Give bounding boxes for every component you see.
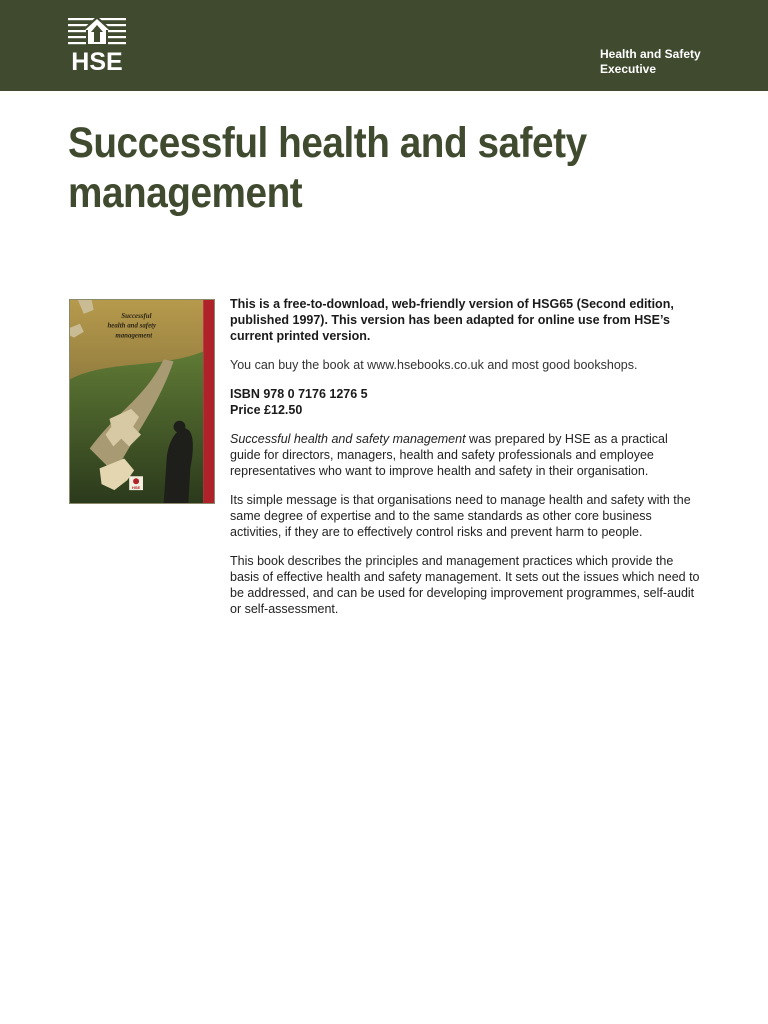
price-text: Price £12.50 — [230, 403, 303, 417]
paragraph-purpose-rest: was prepared by HSE as a practical guide for directors, managers, health and safety professionals and employee representatives who want to improve health and safety in their organisation. — [230, 432, 668, 478]
organisation-name — [600, 47, 750, 77]
org-name-line2: Executive — [600, 62, 657, 76]
org-name-line1: Health and Safety — [600, 47, 701, 61]
isbn-price — [230, 386, 700, 418]
hse-logo-text: HSE — [71, 48, 123, 76]
isbn-text: ISBN 978 0 7176 1276 5 — [230, 387, 368, 401]
buy-paragraph: You can buy the book at www.hsebooks.co.uk and most good bookshops. — [230, 358, 638, 372]
paragraph-message: Its simple message is that organisations need to manage health and safety with the same degree of expertise and to the same standards as other core business activities, if they are to effectively control risks and prevent harm to people. — [230, 493, 691, 539]
cover-title-line1: Successful — [121, 312, 152, 320]
title-line2: management — [68, 169, 303, 217]
document-title — [68, 118, 644, 218]
paragraph-principles: This book describes the principles and management practices which provide the basis of effective health and safety management. It sets out the issues which need to be addressed, and can be used for developing improvement programmes, self-audit or self-assessment. — [230, 554, 700, 616]
cover-title-line3: management — [115, 332, 153, 340]
description-body — [230, 296, 700, 630]
cover-title-line2: health and safety — [107, 322, 157, 330]
book-cover-image — [69, 299, 215, 504]
intro-paragraph: This is a free-to-download, web-friendly version of HSG65 (Second edition, published 1997). This version has been adapted for online use from HSE’s current printed version. — [230, 297, 674, 343]
title-line1: Successful health and safety — [68, 119, 587, 167]
paragraph-purpose — [230, 431, 700, 479]
cover-badge-text: HSE — [132, 485, 141, 491]
book-title-italic: Successful health and safety management — [230, 432, 466, 446]
header-banner — [0, 0, 768, 91]
